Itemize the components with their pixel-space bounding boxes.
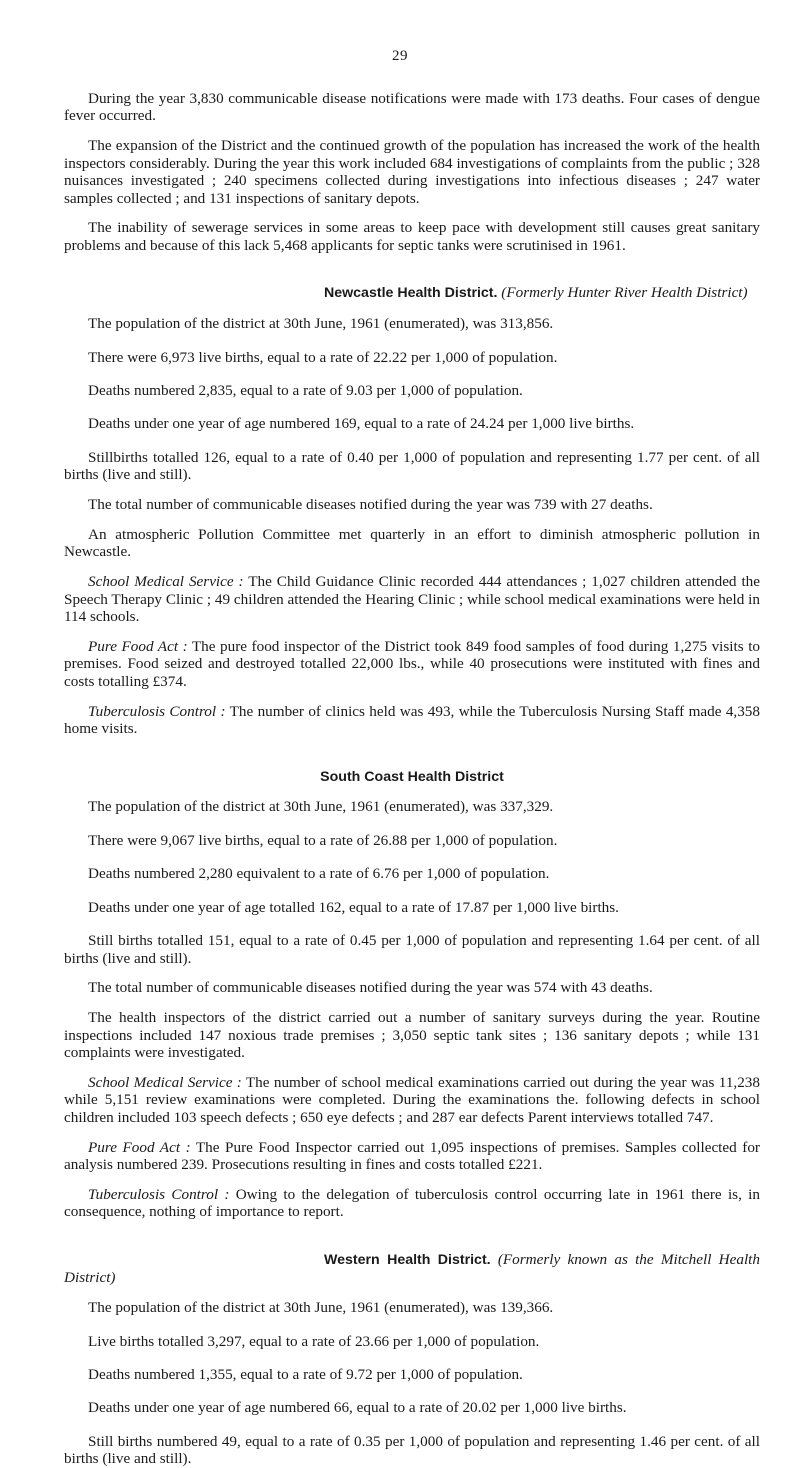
newcastle-pollution: An atmospheric Pollution Committee met quarterly in an effort to diminish atmospheric pollution in Newcastle. <box>64 526 760 561</box>
newcastle-school-text: The Child Guidance Clinic recorded 444 attendances ; 1,027 children attended the Speech Therapy Clinic ; 49 children attended the Hearing Clinic ; while school medical examinations were held in 114 schools. <box>64 573 761 626</box>
western-population: The population of the district at 30th June, 1961 (enumerated), was 139,366. <box>88 1299 554 1317</box>
newcastle-food-text: The pure food inspector of the District took 849 food samples of food during 1,275 visits to premises. Food seized and destroyed totalled 22,000 lbs., while 40 prosecutions were instituted with fines and costs totalling £374. <box>64 638 761 690</box>
intro-paragraph-3: The inability of sewerage services in some areas to keep pace with development still causes great sanitary problems and because of this lack 5,468 applicants for septic tanks were scrutinised in 1961. <box>64 219 760 254</box>
page-number: 29 <box>392 48 408 64</box>
newcastle-tuberculosis <box>64 703 760 738</box>
western-births: Live births totalled 3,297, equal to a rate of 23.66 per 1,000 of population. <box>88 1332 540 1350</box>
south-coast-stillbirths: Still births totalled 151, equal to a rate of 0.45 per 1,000 of population and representing 1.64 per cent. of all births (live and still). <box>64 932 760 967</box>
south-coast-population: The population of the district at 30th June, 1961 (enumerated), was 337,329. <box>88 798 554 816</box>
south-coast-inspectors: The health inspectors of the district carried out a number of sanitary surveys during the year. Routine inspections included 147 noxious trade premises ; 3,050 septic tank sites ; 136 sanitary depots ; while 131 complaints were investigated. <box>64 1009 760 1062</box>
newcastle-tb-text: The number of clinics held was 493, while the Tuberculosis Nursing Staff made 4,358 home visits. <box>64 702 760 738</box>
south-coast-food-label: Pure Food Act : <box>88 1138 191 1156</box>
newcastle-births: There were 6,973 live births, equal to a rate of 22.22 per 1,000 of population. <box>88 348 558 366</box>
south-coast-tb-label: Tuberculosis Control : <box>88 1186 230 1204</box>
newcastle-infant-deaths: Deaths under one year of age numbered 169, equal to a rate of 24.24 per 1,000 live births. <box>88 415 635 433</box>
newcastle-title: Newcastle Health District. <box>324 285 498 302</box>
newcastle-school-label: School Medical Service : <box>88 573 244 591</box>
newcastle-pure-food <box>64 638 760 690</box>
newcastle-heading <box>64 284 760 302</box>
south-coast-school-text: The number of school medical examinations carried out during the year was 11,238 while 5,151 review examinations were completed. During the examinations the. following defects in school children included 103 speech defects ; 650 eye defects ; and 287 ear defects Parent interviews totalled 747. <box>64 1074 760 1126</box>
newcastle-food-label: Pure Food Act : <box>88 638 188 656</box>
south-coast-school-medical <box>64 1074 760 1126</box>
south-coast-infant-deaths: Deaths under one year of age totalled 162, equal to a rate of 17.87 per 1,000 live births. <box>88 898 619 916</box>
south-coast-communicable: The total number of communicable diseases notified during the year was 574 with 43 deaths. <box>88 979 653 997</box>
western-deaths: Deaths numbered 1,355, equal to a rate of 9.72 per 1,000 of population. <box>88 1366 523 1383</box>
south-coast-food-text: The Pure Food Inspector carried out 1,095 inspections of premises. Samples collected for analysis numbered 239. Prosecutions resulting in fines and costs totalled £221. <box>64 1138 760 1174</box>
intro-paragraph-2: The expansion of the District and the continued growth of the population has increased the work of the health inspectors considerably. During the year this work included 684 investigations of complaints from the public ; 328 nuisances investigated ; 240 specimens collected during investigations into infectious diseases ; 247 water samples collected ; and 131 inspections of sanitary depots. <box>64 137 760 207</box>
south-coast-school-label: School Medical Service : <box>88 1074 242 1092</box>
newcastle-deaths: Deaths numbered 2,835, equal to a rate of 9.03 per 1,000 of population. <box>88 381 523 399</box>
newcastle-population: The population of the district at 30th June, 1961 (enumerated), was 313,856. <box>88 315 554 333</box>
south-coast-tb-text: Owing to the delegation of tuberculosis control occurring late in 1961 there is, in consequence, nothing of importance to report. <box>64 1186 760 1221</box>
south-coast-pure-food <box>64 1139 760 1174</box>
south-coast-births: There were 9,067 live births, equal to a rate of 26.88 per 1,000 of population. <box>88 831 558 849</box>
south-coast-tuberculosis <box>64 1186 760 1221</box>
intro-paragraph-1: During the year 3,830 communicable disease notifications were made with 173 deaths. Four cases of dengue fever occurred. <box>64 90 760 125</box>
western-stillbirths: Still births numbered 49, equal to a rate of 0.35 per 1,000 of population and representing 1.46 per cent. of all births (live and still). <box>64 1432 760 1468</box>
western-subtitle: (Formerly known as the Mitchell Health District) <box>64 1250 760 1287</box>
western-infant-deaths: Deaths under one year of age numbered 66, equal to a rate of 20.02 per 1,000 live births. <box>88 1399 627 1417</box>
newcastle-school-medical <box>64 573 760 625</box>
south-coast-heading <box>64 768 760 786</box>
south-coast-deaths: Deaths numbered 2,280 equivalent to a rate of 6.76 per 1,000 of population. <box>88 865 550 883</box>
western-heading <box>64 1251 760 1287</box>
south-coast-title: South Coast Health District <box>320 768 504 785</box>
western-title: Western Health District. <box>324 1251 491 1268</box>
newcastle-communicable: The total number of communicable diseases notified during the year was 739 with 27 deaths. <box>88 496 653 514</box>
newcastle-stillbirths: Stillbirths totalled 126, equal to a rate of 0.40 per 1,000 of population and representing 1.77 per cent. of all births (live and still). <box>64 448 760 484</box>
newcastle-subtitle: (Formerly Hunter River Health District) <box>501 284 748 302</box>
newcastle-tb-label: Tuberculosis Control : <box>88 702 226 720</box>
page-body <box>64 90 760 1468</box>
